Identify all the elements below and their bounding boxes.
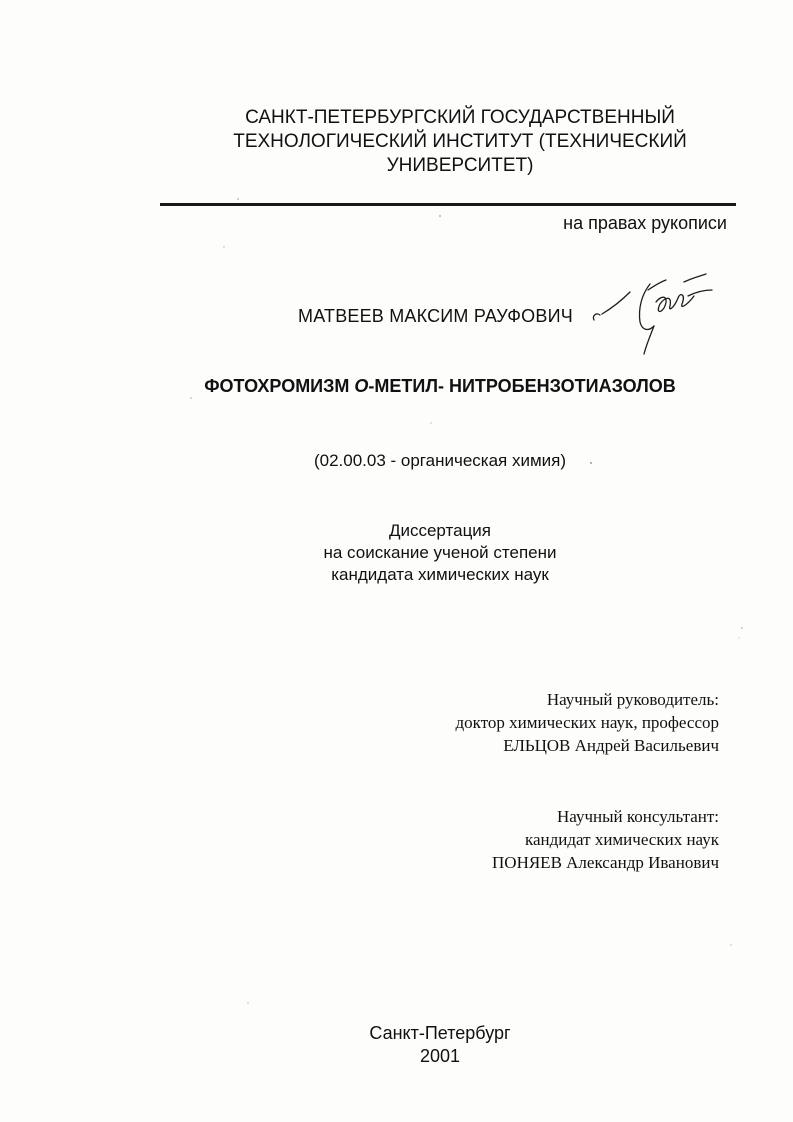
manuscript-note: на правах рукописи <box>563 213 727 233</box>
dissertation-title <box>150 375 730 397</box>
year: 2001 <box>419 1046 461 1066</box>
institution-name <box>160 106 760 178</box>
specialty-code: (02.00.03 - органическая химия) <box>313 451 567 470</box>
consultant-name: ПОНЯЕВ Александр Иванович <box>492 853 719 872</box>
title-part-after: -МЕТИЛ- НИТРОБЕНЗОТИАЗОЛОВ <box>368 376 676 396</box>
consultant-role: Научный консультант: <box>557 807 719 826</box>
place-and-year <box>300 1022 580 1068</box>
degree-statement <box>230 520 650 586</box>
header-divider <box>160 203 736 206</box>
consultant-rank: кандидат химических наук <box>525 830 719 849</box>
supervisor-rank: доктор химических наук, профессор <box>455 713 719 732</box>
author-name: МАТВЕЕВ МАКСИМ РАУФОВИЧ <box>298 306 573 326</box>
author-signature <box>588 268 718 360</box>
consultant-block <box>299 805 719 874</box>
degree-line-1: Диссертация <box>388 521 492 540</box>
title-part-italic: О <box>354 376 369 396</box>
degree-line-3: кандидата химических наук <box>331 565 549 584</box>
supervisor-role: Научный руководитель: <box>546 690 719 709</box>
degree-line-2: на соискание ученой степени <box>323 543 557 562</box>
supervisor-name: ЕЛЬЦОВ Андрей Васильевич <box>503 736 719 755</box>
institution-line-2: ТЕХНОЛОГИЧЕСКИЙ ИНСТИТУТ (ТЕХНИЧЕСКИЙ <box>233 131 687 152</box>
institution-line-1: САНКТ-ПЕТЕРБУРГСКИЙ ГОСУДАРСТВЕННЫЙ <box>245 107 675 128</box>
place: Санкт-Петербург <box>369 1023 511 1043</box>
institution-line-3: УНИВЕРСИТЕТ) <box>386 155 534 176</box>
supervisor-block <box>299 688 719 757</box>
title-part-before: ФОТОХРОМИЗМ <box>204 376 355 396</box>
